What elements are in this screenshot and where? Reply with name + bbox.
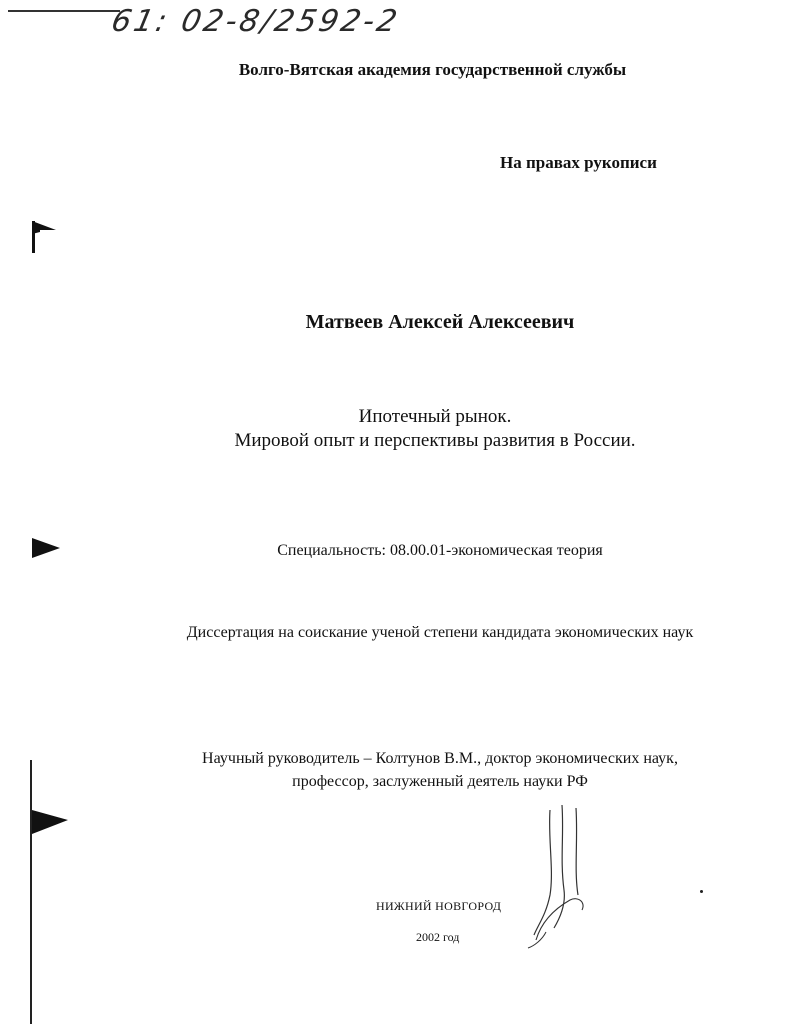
academy-name: Волго-Вятская академия государственной службы <box>238 60 627 79</box>
year-label: 2002 год <box>416 930 460 944</box>
specialty-line: Специальность: 08.00.01-экономическая теория <box>277 542 603 559</box>
supervisor-line-1: Научный руководитель – Колтунов В.М., доктор экономических наук, <box>202 750 678 767</box>
author-name: Матвеев Алексей Алексеевич <box>305 311 575 333</box>
scan-marker-flag-lower-icon <box>28 808 70 838</box>
dissertation-title-line-1: Ипотечный рынок. <box>358 406 512 427</box>
degree-statement: Диссертация на соискание ученой степени кандидата экономических наук <box>186 624 694 641</box>
archive-code-handwritten: 61: 02-8/2592-2 <box>108 4 404 39</box>
scan-edge-line <box>8 10 120 12</box>
rights-notice: На правах рукописи <box>500 153 657 172</box>
city-name: НИЖНИЙ НОВГОРОД <box>376 899 502 913</box>
scan-edge-vertical <box>30 760 32 1024</box>
supervisor-line-2: профессор, заслуженный деятель науки РФ <box>292 773 588 790</box>
handwritten-signature <box>520 800 600 950</box>
scan-speck <box>700 890 703 893</box>
scan-marker-flag-icon <box>30 218 58 254</box>
dissertation-title-line-2: Мировой опыт и перспективы развития в России. <box>234 430 636 451</box>
